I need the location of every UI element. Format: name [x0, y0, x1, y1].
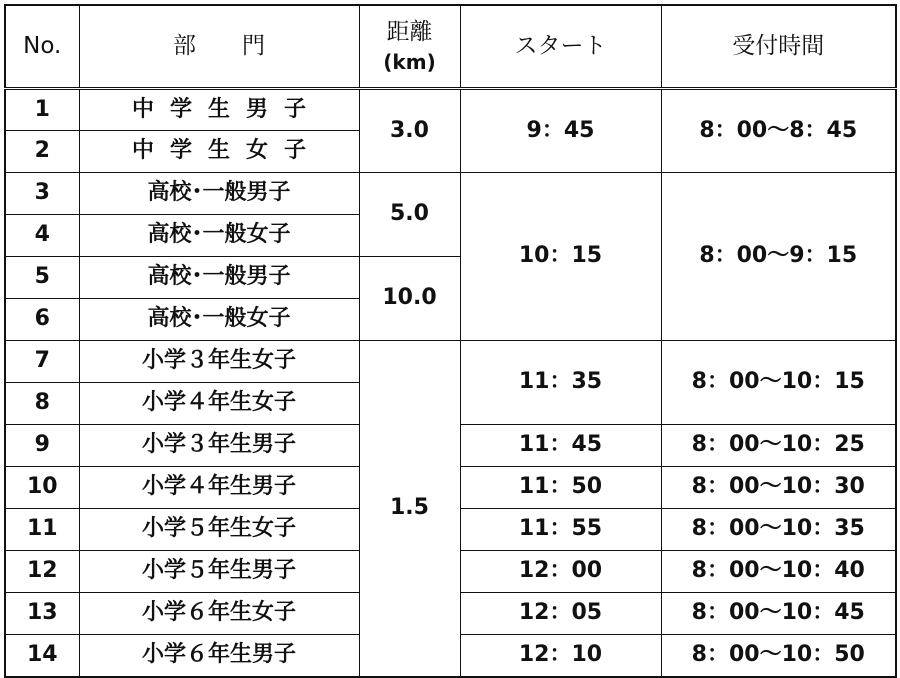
reception-time-cell: 8：00～10：15 [661, 341, 896, 425]
row-no: 6 [5, 299, 79, 341]
row-no: 12 [5, 551, 79, 593]
header-distance [359, 5, 460, 89]
row-division: 高校･一般女子 [79, 215, 359, 257]
distance-cell: 10.0 [359, 257, 460, 341]
row-division: 中学生男子 [79, 89, 359, 131]
row-division: 高校･一般男子 [79, 257, 359, 299]
row-no: 8 [5, 383, 79, 425]
start-time-cell: 11：55 [460, 509, 661, 551]
reception-time-cell: 8：00～9：15 [661, 173, 896, 341]
start-time-cell: 11：45 [460, 425, 661, 467]
distance-cell: 3.0 [359, 89, 460, 173]
reception-time-cell: 8：00～10：50 [661, 635, 896, 677]
row-division: 小学５年生男子 [79, 551, 359, 593]
row-no: 3 [5, 173, 79, 215]
row-division: 中学生女子 [79, 131, 359, 173]
header-row [5, 5, 896, 89]
table-row [5, 89, 896, 131]
reception-time-cell: 8：00～10：45 [661, 593, 896, 635]
row-no: 5 [5, 257, 79, 299]
distance-cell: 1.5 [359, 341, 460, 677]
row-no: 9 [5, 425, 79, 467]
reception-time-cell: 8：00～10：30 [661, 467, 896, 509]
row-no: 1 [5, 89, 79, 131]
row-no: 13 [5, 593, 79, 635]
row-division: 小学６年生男子 [79, 635, 359, 677]
row-no: 10 [5, 467, 79, 509]
header-reception: 受付時間 [661, 5, 896, 89]
row-no: 11 [5, 509, 79, 551]
start-time-cell: 12：05 [460, 593, 661, 635]
start-time-cell: 11：35 [460, 341, 661, 425]
reception-time-cell: 8：00～10：25 [661, 425, 896, 467]
row-no: 14 [5, 635, 79, 677]
header-distance-label: 距離 [386, 18, 433, 45]
row-division: 小学３年生男子 [79, 425, 359, 467]
start-time-cell: 11：50 [460, 467, 661, 509]
reception-time-cell: 8：00～8：45 [661, 89, 896, 173]
header-division: 部 門 [79, 5, 359, 89]
row-no: 2 [5, 131, 79, 173]
start-time-cell: 12：00 [460, 551, 661, 593]
reception-time-cell: 8：00～10：35 [661, 509, 896, 551]
header-no: No. [5, 5, 79, 89]
table-row [5, 341, 896, 383]
row-division: 小学３年生女子 [79, 341, 359, 383]
row-no: 4 [5, 215, 79, 257]
distance-cell: 5.0 [359, 173, 460, 257]
row-no: 7 [5, 341, 79, 383]
start-time-cell: 12：10 [460, 635, 661, 677]
row-division: 小学４年生女子 [79, 383, 359, 425]
start-time-cell: 9：45 [460, 89, 661, 173]
reception-time-cell: 8：00～10：40 [661, 551, 896, 593]
header-distance-unit: (km) [383, 50, 436, 75]
row-division: 小学５年生女子 [79, 509, 359, 551]
row-division: 小学６年生女子 [79, 593, 359, 635]
header-start: スタート [460, 5, 661, 89]
schedule-table [4, 4, 897, 678]
row-division: 高校･一般男子 [79, 173, 359, 215]
table-row [5, 173, 896, 215]
row-division: 高校･一般女子 [79, 299, 359, 341]
row-division: 小学４年生男子 [79, 467, 359, 509]
start-time-cell: 10：15 [460, 173, 661, 341]
